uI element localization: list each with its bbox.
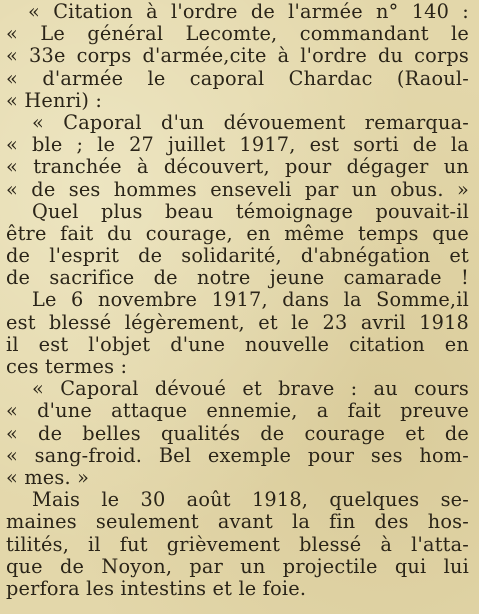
text-line: de l'esprit de solidarité, d'abnégation et — [6, 245, 469, 268]
text-line: que de Noyon, par un projectile qui lui — [6, 555, 469, 578]
text-line: « tranchée à découvert, pour dégager un — [6, 156, 469, 179]
text-line: ces termes : — [6, 355, 128, 378]
text-line: « Henri) : — [6, 88, 103, 112]
text-line: être fait du courage, en même temps que — [6, 222, 469, 245]
text-line: tilités, il fut grièvement blessé à l'atta- — [6, 533, 469, 556]
text-line: « sang-froid. Bel exemple pour ses hom- — [6, 444, 469, 467]
text-line: Le 6 novembre 1917, dans la Somme,il — [32, 289, 469, 312]
text-line: « Caporal dévoué et brave : au cours — [32, 378, 469, 401]
text-line: « ble ; le 27 juillet 1917, est sorti de la — [6, 134, 469, 157]
text-line: « mes. » — [6, 465, 90, 489]
text-line: « d'armée le caporal Chardac (Raoul- — [6, 67, 469, 90]
text-line: de sacrifice de notre jeune camarade ! — [6, 267, 469, 290]
text-line: « Le général Lecomte, commandant le — [6, 23, 469, 46]
article-column — [6, 1, 469, 600]
text-line: Mais le 30 août 1918, quelques se- — [32, 489, 469, 512]
text-line: Quel plus beau témoignage pouvait-il — [32, 200, 469, 223]
text-line: « 33e corps d'armée,cite à l'ordre du corps — [6, 45, 469, 68]
text-line: « Citation à l'ordre de l'armée n° 140 : — [28, 1, 469, 23]
text-line: il est l'objet d'une nouvelle citation en — [6, 333, 469, 356]
text-line: « de belles qualités de courage et de — [6, 422, 469, 445]
text-line: est blessé légèrement, et le 23 avril 1918 — [6, 311, 469, 334]
text-line: « d'une attaque ennemie, a fait preuve — [6, 400, 469, 423]
text-line: maines seulement avant la fin des hos- — [6, 511, 469, 534]
text-line: perfora les intestins et le foie. — [6, 576, 307, 600]
text-line: « de ses hommes enseveli par un obus. » — [6, 178, 469, 201]
text-line: « Caporal d'un dévouement remarqua- — [32, 111, 469, 134]
